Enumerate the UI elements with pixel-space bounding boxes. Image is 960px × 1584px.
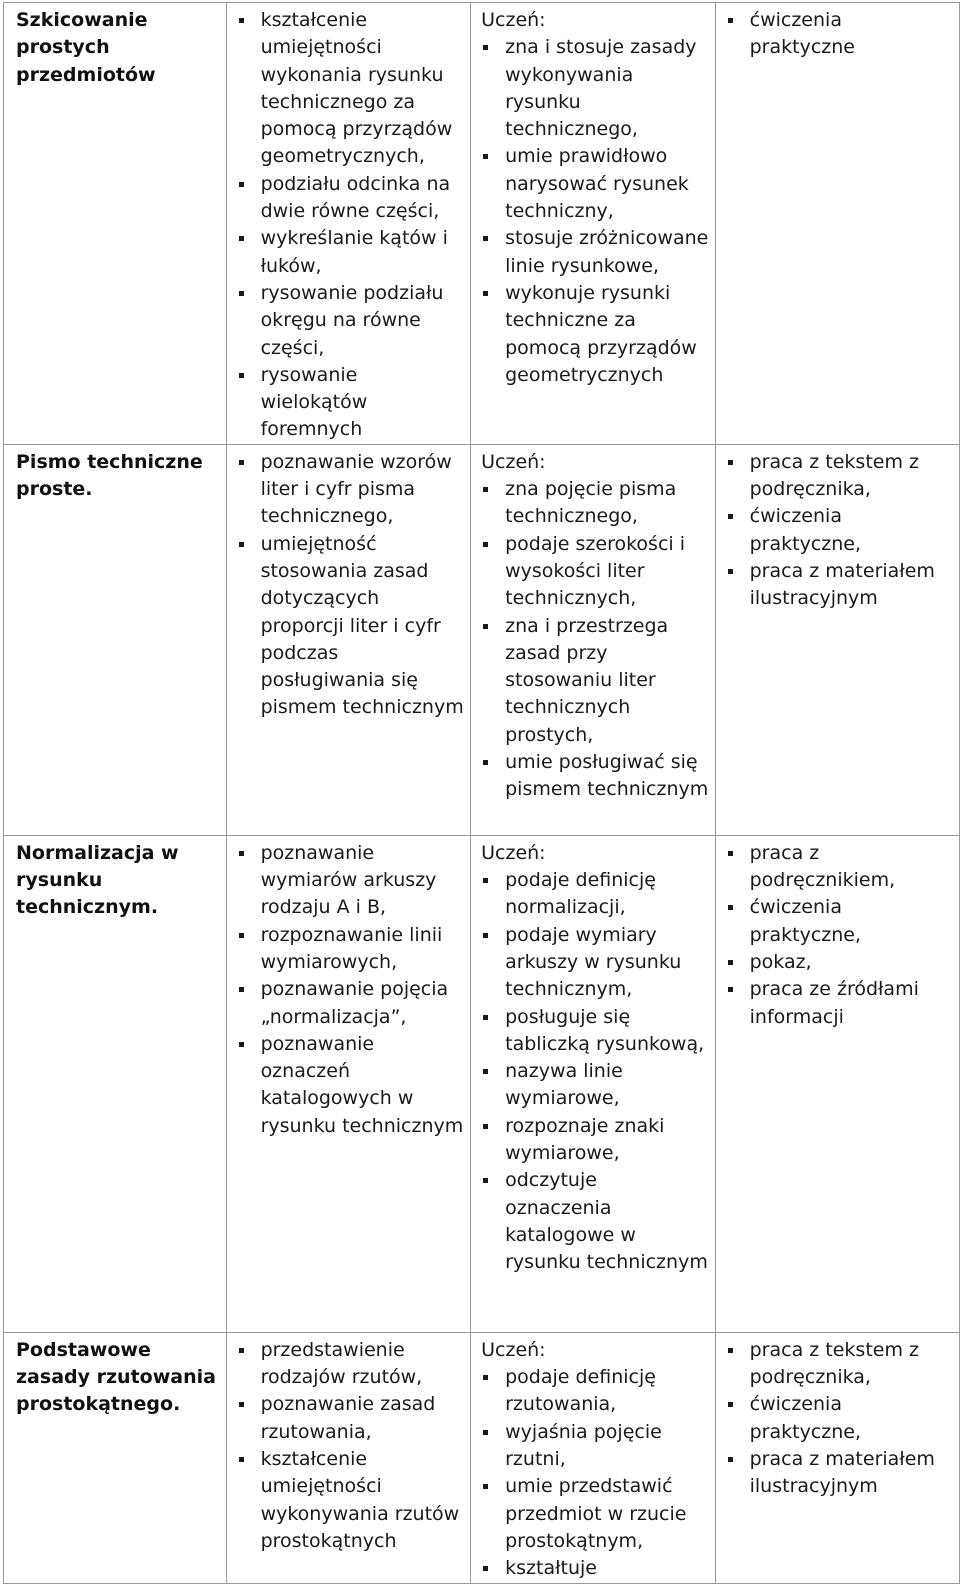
list-item: praca ze źródłami informacji (726, 976, 953, 1031)
list-item: podaje wymiary arkuszy w rysunku technicznym, (481, 922, 709, 1004)
list-item: umie posługiwać się pismem technicznym (481, 749, 709, 804)
list-item: zna i przestrzega zasad przy stosowaniu liter technicznych prostych, (481, 613, 709, 749)
list-item: poznawanie oznaczeń katalogowych w rysunku technicznym (237, 1031, 465, 1140)
content-cell (226, 3, 471, 445)
list-item: podaje definicję normalizacji, (481, 867, 709, 922)
list-item: nazywa linie wymiarowe, (481, 1058, 709, 1113)
list-item: podaje definicję rzutowania, (481, 1364, 709, 1419)
list-item: kształcenie umiejętności wykonywania rzutów prostokątnych (237, 1446, 465, 1555)
table-row (4, 3, 960, 445)
list-item: odczytuje oznaczenia katalogowe w rysunku technicznym (481, 1167, 709, 1276)
topic-title: Pismo techniczne proste. (16, 450, 203, 501)
method-cell (715, 444, 959, 835)
outcome-label: Uczeń: (481, 9, 546, 31)
list-item: poznawanie wymiarów arkuszy rodzaju A i B, (237, 840, 465, 922)
list-item: stosuje zróżnicowane linie rysunkowe, (481, 225, 709, 280)
list-item: pokaz, (726, 949, 953, 976)
topic-cell (4, 3, 227, 445)
list-item: przedstawienie rodzajów rzutów, (237, 1337, 465, 1392)
outcome-cell (471, 3, 716, 445)
list-item: kształcenie umiejętności wykonania rysunku technicznego za pomocą przyrządów geometrycznych, (237, 7, 465, 171)
list-item: wykonuje rysunki techniczne za pomocą przyrządów geometrycznych (481, 280, 709, 389)
outcome-label: Uczeń: (481, 450, 546, 473)
list-item: ćwiczenia praktyczne, (726, 894, 953, 949)
list-item: podaje szerokości i wysokości liter technicznych, (481, 531, 709, 613)
list-item: ćwiczenia praktyczne (726, 7, 953, 62)
list-item: poznawanie zasad rzutowania, (237, 1391, 465, 1446)
list-item: ćwiczenia praktyczne, (726, 503, 953, 558)
list-item: praca z tekstem z podręcznika, (726, 1337, 953, 1392)
outcome-label: Uczeń: (481, 1338, 546, 1361)
list-item: zna pojęcie pisma technicznego, (481, 476, 709, 531)
list-item: wykreślanie kątów i łuków, (237, 225, 465, 280)
list-item: rysowanie wielokątów foremnych (237, 362, 465, 444)
content-cell (226, 835, 471, 1332)
content-cell (226, 1332, 471, 1583)
outcome-cell (471, 835, 716, 1332)
outcome-label: Uczeń: (481, 841, 546, 864)
content-cell (226, 444, 471, 835)
topic-title: Podstawowe zasady rzutowania prostokątnego. (16, 1338, 216, 1416)
list-item: umiejętność stosowania zasad dotyczących proporcji liter i cyfr podczas posługiwania się pismem technicznym (237, 531, 465, 722)
list-item: podziału odcinka na dwie równe części, (237, 171, 465, 226)
topic-title: Szkicowanie prostych przedmiotów (16, 9, 156, 86)
list-item: zna i stosuje zasady wykonywania rysunku technicznego, (481, 34, 709, 143)
table-row (4, 444, 960, 835)
method-cell (715, 835, 959, 1332)
list-item: umie prawidłowo narysować rysunek techniczny, (481, 143, 709, 225)
topic-title: Normalizacja w rysunku technicznym. (16, 841, 179, 919)
list-item: rysowanie podziału okręgu na równe części, (237, 280, 465, 362)
list-item: praca z materiałem ilustracyjnym (726, 1446, 953, 1501)
table-row (4, 835, 960, 1332)
table-row (4, 1332, 960, 1583)
list-item: ćwiczenia praktyczne, (726, 1391, 953, 1446)
list-item: praca z tekstem z podręcznika, (726, 449, 953, 504)
list-item: rozpoznawanie linii wymiarowych, (237, 922, 465, 977)
list-item: poznawanie pojęcia „normalizacja”, (237, 976, 465, 1031)
list-item: poznawanie wzorów liter i cyfr pisma technicznego, (237, 449, 465, 531)
topic-cell (4, 444, 227, 835)
method-cell (715, 1332, 959, 1583)
outcome-cell (471, 1332, 716, 1583)
list-item: wyjaśnia pojęcie rzutni, (481, 1419, 709, 1474)
list-item: rozpoznaje znaki wymiarowe, (481, 1113, 709, 1168)
topic-cell (4, 1332, 227, 1583)
outcome-cell (471, 444, 716, 835)
method-cell (715, 3, 959, 445)
list-item: umie przedstawić przedmiot w rzucie prostokątnym, (481, 1473, 709, 1555)
list-item: praca z materiałem ilustracyjnym (726, 558, 953, 613)
curriculum-table (3, 2, 960, 1584)
topic-cell (4, 835, 227, 1332)
list-item: posługuje się tabliczką rysunkową, (481, 1004, 709, 1059)
list-item: kształtuje (481, 1555, 709, 1582)
list-item: praca z podręcznikiem, (726, 840, 953, 895)
